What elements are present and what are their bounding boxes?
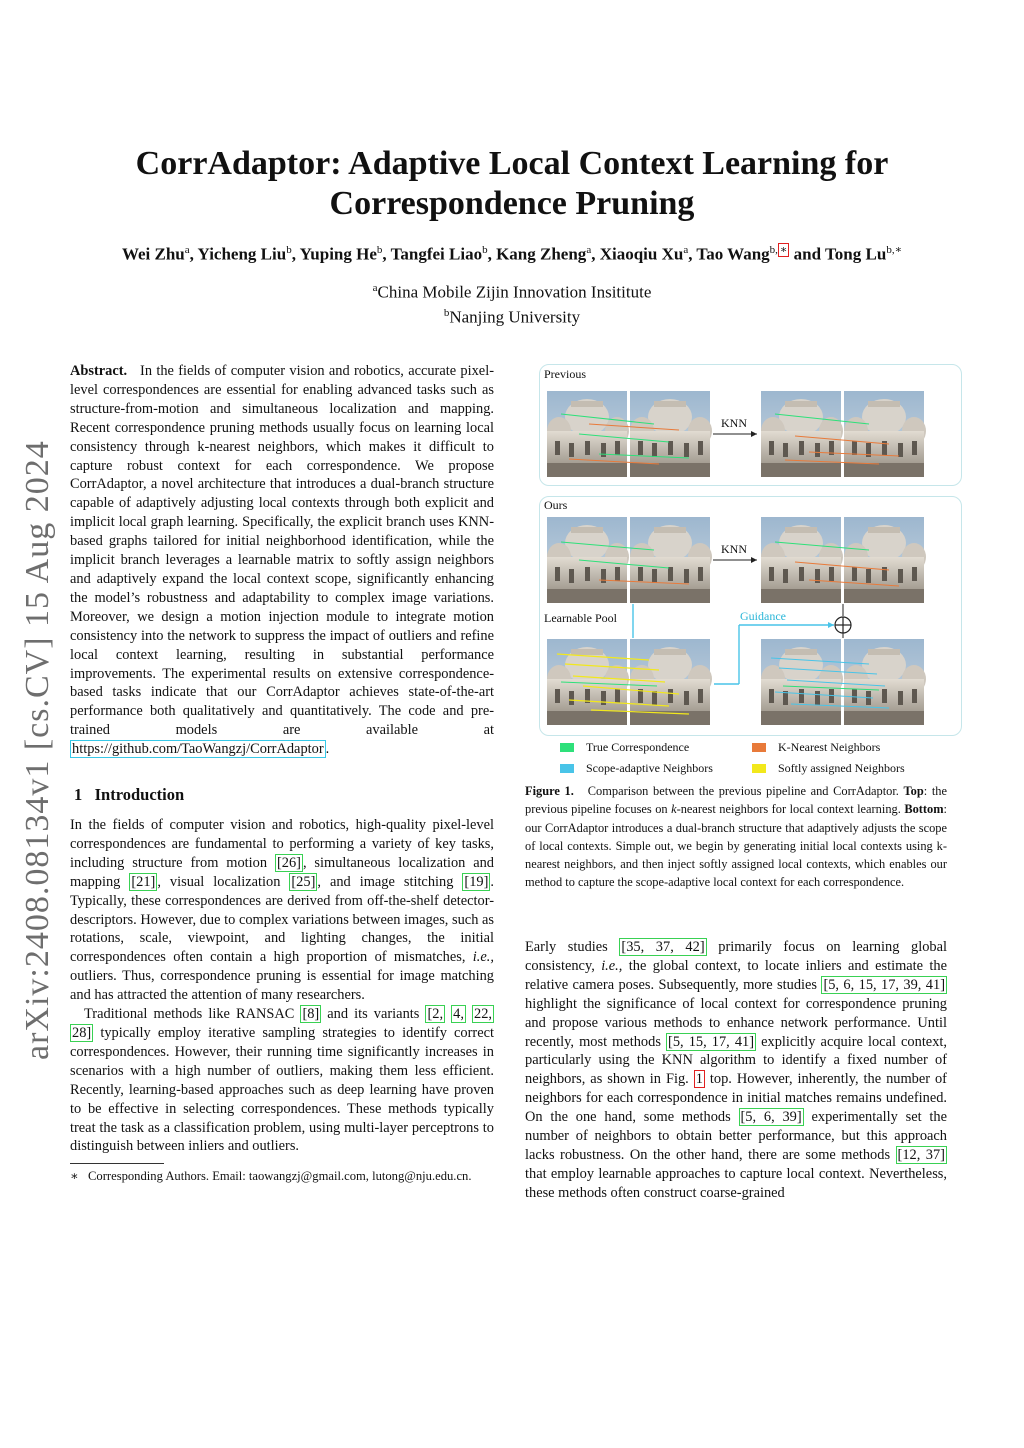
guidance-label: Guidance xyxy=(740,609,786,623)
intro-body xyxy=(70,816,494,1156)
footnote-text: Corresponding Authors. Email: taowangzj@gmail.com, lutong@nju.edu.cn. xyxy=(88,1169,472,1183)
author-name: Tangfei Liao xyxy=(390,244,483,264)
image-pair-previous-left xyxy=(547,391,712,477)
legend-item: True Correspondence xyxy=(560,740,689,755)
citation-link[interactable]: [25] xyxy=(291,873,316,890)
title-line-1: CorrAdaptor: Adaptive Local Context Learning for xyxy=(135,145,889,182)
panel-label-ours: Ours xyxy=(544,498,568,512)
intro-paragraph-1: In the fields of computer vision and robotics, high-quality pixel-level correspondences are fundamental to performing a variety of key tasks, including structure from motion [26] , simultaneous localization and mapping [21] , visual localization [25] , and image stitching [19] . Typically, these correspondences are derived from off-the-shelf detector-descriptors. However, due to complex variations between images, such as rotations, scale, viewpoint, and lighting changes, the initial correspondences often contain a high proportion of mismatches, i.e., outliers. Thus, correspondence pruning is essential for image matching and has attracted the attention of many researchers. xyxy=(70,817,494,1004)
citation-link[interactable]: [19] xyxy=(464,873,489,890)
author-name: Wei Zhu xyxy=(121,244,185,264)
section-number: 1 xyxy=(74,785,83,804)
author-name: Kang Zheng xyxy=(496,244,587,264)
abstract-label: Abstract. xyxy=(70,363,128,379)
panel-label-previous: Previous xyxy=(544,367,586,381)
figure-caption: Figure 1. Comparison between the previous pipeline and CorrAdaptor. Top: the previous pipeline focuses on k-nearest neighbors for local context learning. Bottom: our CorrAdaptor introduces a dual-branch structure that adaptively adjusts the scope of local contexts. Simple out, we begin by generating initial local contexts using k-nearest neighbors, and then inject softly assigned local contexts, which enables our method to capture the scope-adaptive local context for each correspondence. xyxy=(525,784,947,890)
citation-link[interactable]: 28] xyxy=(72,1024,92,1041)
author-list: Wei Zhu$^a$, Yicheng Liu$^b$, Yuping He$^b$, Tangfei Liao$^b$, Kang Zheng$^a$, Xiaoqiu Xu$^a$, Tao Wang$^{b,}$ ∗ and Tong $Lu^{b,∗}$ xyxy=(121,244,903,264)
citation-link[interactable]: [12, 37] xyxy=(897,1146,945,1163)
affiliation-b: $^b$Nanjing University xyxy=(443,306,581,327)
section-title: Introduction xyxy=(94,785,185,804)
legend-swatch xyxy=(752,764,766,773)
figure-link[interactable]: 1 xyxy=(695,1071,703,1088)
paper-title xyxy=(60,144,964,224)
arxiv-watermark: arXiv:2408.08134v1 [cs.CV] 15 Aug 2024 xyxy=(19,440,56,1060)
legend-swatch xyxy=(752,743,766,752)
abstract: Abstract. In the fields of computer vision and robotics, accurate pixel-level correspondences are essential for enabling advanced tasks such as structure-from-motion and simultaneous localization and mapping. Recent correspondence pruning methods usually focus on learning local consistency through k-nearest neighbors, which makes it difficult to capture robust context for each correspondence. We propose CorrAdaptor, a novel architecture that introduces a dual-branch structure capable of adaptively adjusting local contexts through both explicit and implicit local graph learning. Specifically, the explicit branch uses KNN-based graphs tailored for initial neighborhood identification, while the implicit branch leverages a learnable matrix to softly assign neighbors and adaptively expand the local context scope, significantly enhancing the model’s robustness and adaptability to complex image variations. Moreover, we design a motion injection module to integrate motion consistency into the network to suppress the impact of outliers and refine local context learning, resulting in substantial performance improvements. The experimental results on extensive correspondence-based tasks indicate that our CorrAdaptor achieves state-of-the-art performance both qualitatively and quantitatively. The code and pre-trained models are available at https://github.com/TaoWangzj/CorrAdaptor . xyxy=(70,363,494,758)
caption-label: Figure 1. xyxy=(525,784,574,798)
image-pair-ours-top-left xyxy=(547,517,712,603)
intro-paragraph-2: Traditional methods like RANSAC [8] and its variants [2, 4, 22, 28] typically employ iterative sampling strategies to identify correct correspondences. However, their running time significantly increases in scenarios with a high number of outliers, making them less efficient. Recently, learning-based approaches such as deep learning have proven to be effective in selecting correspondences. These methods typically treat the task as a classification problem, using multi-layer perceptrons to distinguish between inliers and outliers. xyxy=(70,1006,494,1155)
learnable-pool-label: Learnable Pool xyxy=(544,611,617,625)
legend-swatch xyxy=(560,743,574,752)
legend-swatch xyxy=(560,764,574,773)
footnote-rule xyxy=(70,1163,164,1164)
citation-link[interactable]: [8] xyxy=(302,1006,320,1023)
intro-paragraph-3: Early studies [35, 37, 42] primarily focus on learning global consistency, i.e., the global context, to locate inliers and estimate the relative camera poses. Subsequently, more studies [5, 6, 15, 17, 39, 41] highlight the significance of local context for correspondence pruning and propose various methods to enhance network performance. Until recently, most methods [5, 15, 17, 41] explicitly acquire local context, particularly using the KNN algorithm to identify a fixed number of neighbors, as shown in Fig. 1 top. However, inherently, the number of neighbors for each correspondence in initial matches remains undefined. On the one hand, some methods [5, 6, 39] experimentally set the number of neighbors to obtain better performance, but this approach lacks robustness. On the other hand, there are some methods [12, 37] that employ learnable approaches to capture local context. Nevertheless, these methods often construct coarse-grained xyxy=(525,939,947,1201)
code-link[interactable]: https://github.com/TaoWangzj/CorrAdaptor xyxy=(72,741,324,758)
legend-item: Scope-adaptive Neighbors xyxy=(560,761,713,776)
image-pair-ours-bottom-left xyxy=(547,639,712,725)
citation-link[interactable]: [35, 37, 42] xyxy=(621,939,705,955)
and-word: and xyxy=(793,244,822,264)
citation-link[interactable]: [26] xyxy=(276,854,301,871)
image-pair-previous-right xyxy=(761,391,926,477)
footnote-mark: ∗ xyxy=(70,1169,79,1183)
affiliation-a: $^a$China Mobile Zijin Innovation Insititute xyxy=(372,282,652,302)
author-name: Yuping He xyxy=(299,244,377,264)
image-pair-ours-top-right xyxy=(761,517,926,603)
citation-link[interactable]: [2, xyxy=(427,1006,444,1023)
knn-label-top: KNN xyxy=(721,416,747,430)
image-pair-ours-bottom-right xyxy=(761,639,926,725)
author-name: Yicheng Liu xyxy=(197,244,287,264)
abstract-text: In the fields of computer vision and robotics, accurate pixel-level correspondences are essential for enabling advanced tasks such as structure-from-motion and simultaneous localization and mapping. Recent correspondence pruning methods usually focus on learning local consistency through k-nearest neighbors, which makes it difficult to capture robust context for each correspondence. We propose CorrAdaptor, a novel architecture that introduces a dual-branch structure capable of adaptively adjusting local contexts through both explicit and implicit local graph learning. Specifically, the explicit branch uses KNN-based graphs tailored for initial neighborhood identification, while the implicit branch leverages a learnable matrix to softly assign neighbors and adaptively expand the local context scope, significantly enhancing the model’s robustness and adaptability to complex image variations. Moreover, we design a motion injection module to integrate motion consistency into the network to suppress the impact of outliers and refine local context learning, resulting in substantial performance improvements. The experimental results on extensive correspondence-based tasks indicate that our CorrAdaptor achieves state-of-the-art performance both qualitatively and quantitatively. The code and pre-trained models are available at xyxy=(70,363,494,739)
footnote-link[interactable]: ∗ xyxy=(779,244,788,256)
footnote xyxy=(70,1168,494,1184)
citation-link[interactable]: 4, xyxy=(453,1006,464,1023)
legend-item: K-Nearest Neighbors xyxy=(752,740,880,755)
citation-link[interactable]: [5, 6, 15, 17, 39, 41] xyxy=(823,976,945,993)
legend-item: Softly assigned Neighbors xyxy=(752,761,905,776)
affiliations xyxy=(200,278,824,327)
citation-link[interactable]: [5, 15, 17, 41] xyxy=(668,1033,755,1050)
figure-illustration xyxy=(539,364,961,736)
section-heading xyxy=(74,785,494,805)
author-name: Xiaoqiu Xu xyxy=(599,244,684,264)
knn-label-ours: KNN xyxy=(721,542,747,556)
citation-link[interactable]: 22, xyxy=(474,1006,492,1023)
citation-link[interactable]: [21] xyxy=(131,873,156,890)
author-name: Tao Wang xyxy=(696,244,770,264)
title-line-2: Correspondence Pruning xyxy=(329,185,695,222)
citation-link[interactable]: [5, 6, 39] xyxy=(740,1109,802,1126)
author-name: Tong Lu xyxy=(825,244,887,264)
